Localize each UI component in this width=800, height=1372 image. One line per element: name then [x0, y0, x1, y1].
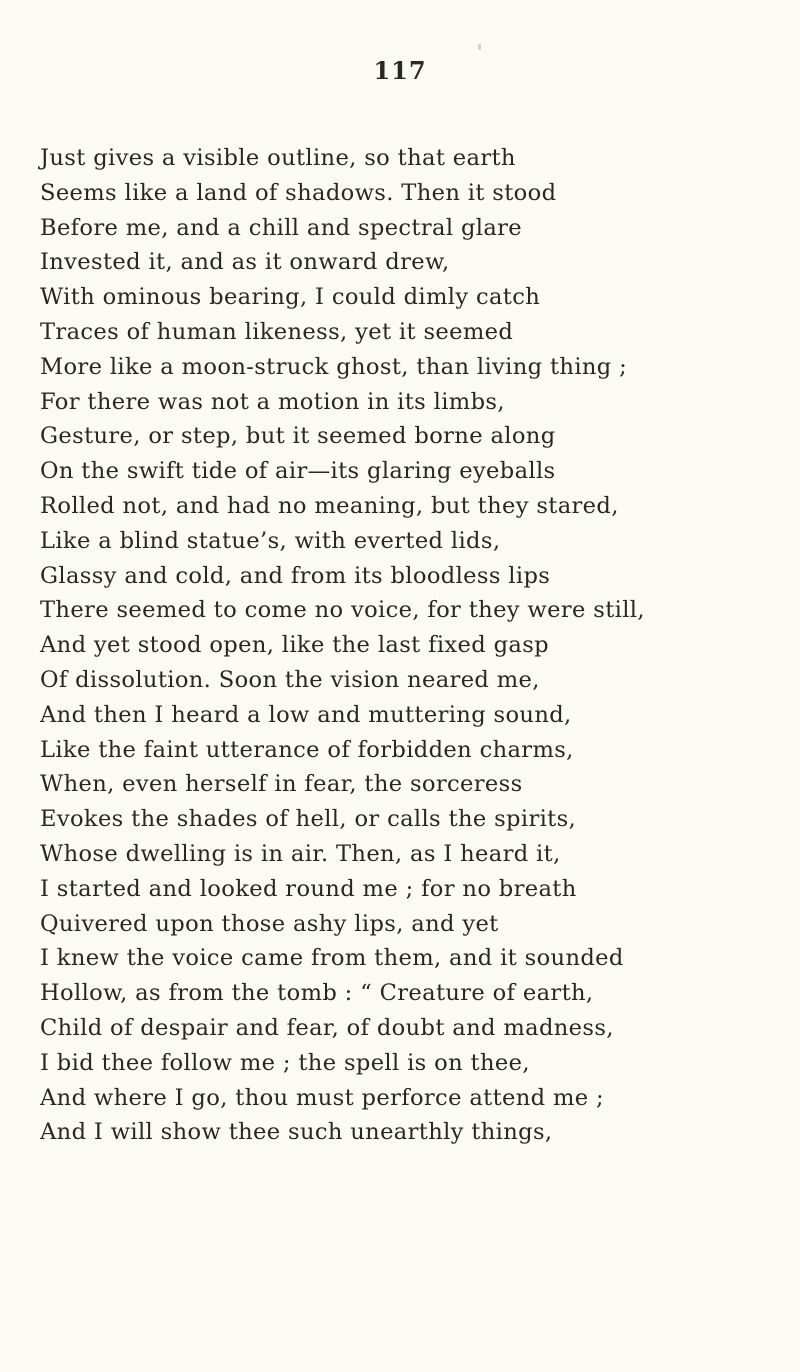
poem-line: And I will show thee such unearthly things,: [40, 1119, 553, 1146]
poem-line: Invested it, and as it onward drew,: [40, 249, 450, 276]
poem-line: Like a blind statue’s, with everted lids,: [40, 527, 501, 554]
poem-line: And yet stood open, like the last fixed gasp: [40, 632, 549, 659]
poem-line: Seems like a land of shadows. Then it stood: [40, 179, 557, 206]
poem-line: Hollow, as from the tomb : “ Creature of earth,: [40, 980, 594, 1007]
poem-line: With ominous bearing, I could dimly catch: [40, 284, 541, 311]
poem-line: I knew the voice came from them, and it sounded: [40, 945, 624, 972]
poem-line: There seemed to come no voice, for they were still,: [40, 597, 645, 624]
poem-line: Rolled not, and had no meaning, but they stared,: [40, 492, 619, 519]
poem-line: More like a moon-struck ghost, than living thing ;: [40, 353, 628, 380]
poem-line: Like the faint utterance of forbidden charms,: [40, 736, 574, 763]
poem-line: Just gives a visible outline, so that earth: [40, 145, 516, 171]
poem-line: I started and looked round me ; for no breath: [40, 875, 577, 902]
poem-line: Of dissolution. Soon the vision neared me,: [40, 666, 540, 693]
poem-line: Evokes the shades of hell, or calls the spirits,: [40, 806, 577, 833]
poem-text: [40, 141, 800, 1150]
poem-line: For there was not a motion in its limbs,: [40, 388, 505, 415]
poem-line: On the swift tide of air—its glaring eyeballs: [40, 458, 556, 485]
poem-line: Traces of human likeness, yet it seemed: [40, 318, 514, 345]
poem-line: And where I go, thou must perforce attend me ;: [40, 1084, 604, 1111]
poem-line: Glassy and cold, and from its bloodless lips: [40, 562, 551, 589]
poem-line: Child of despair and fear, of doubt and madness,: [40, 1014, 614, 1041]
poem-line: Before me, and a chill and spectral glare: [40, 214, 523, 241]
poem-line: I bid thee follow me ; the spell is on thee,: [40, 1049, 530, 1076]
poem-line: Quivered upon those ashy lips, and yet: [40, 910, 499, 937]
paper-speck: [478, 44, 481, 50]
poem-line: And then I heard a low and muttering sound,: [40, 701, 572, 728]
poem-line: Gesture, or step, but it seemed borne along: [40, 423, 556, 450]
page-number: 117: [373, 56, 427, 85]
poem-line: When, even herself in fear, the sorceress: [40, 771, 523, 798]
poem-line: Whose dwelling is in air. Then, as I heard it,: [40, 840, 561, 867]
